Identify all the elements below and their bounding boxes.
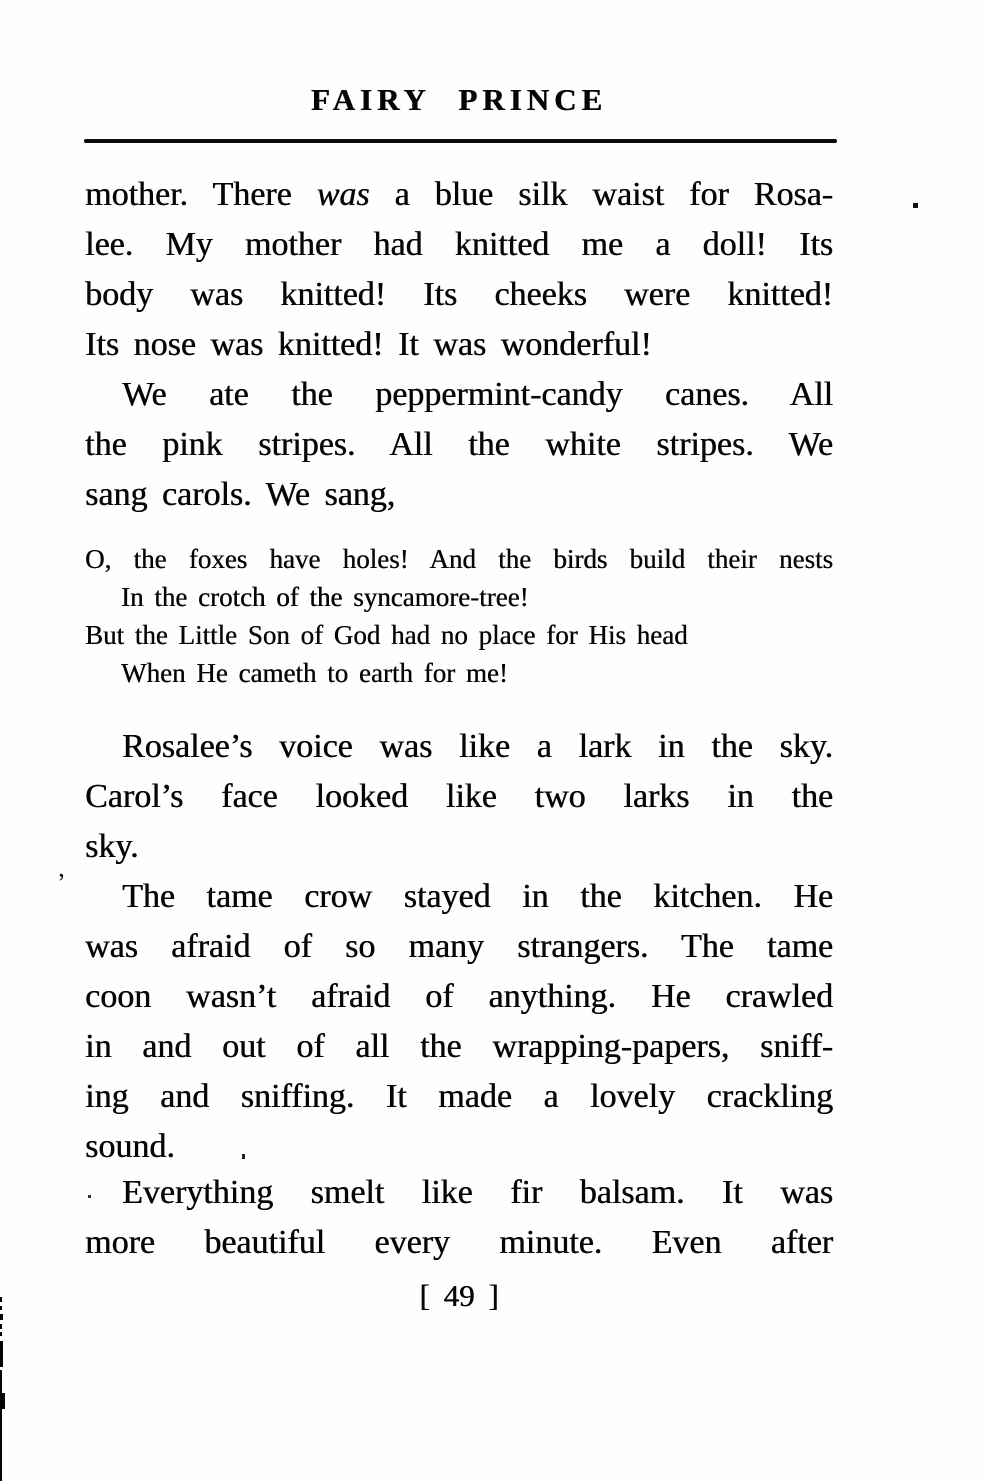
scan-edge-mark bbox=[0, 1314, 3, 1320]
verse-line: But the Little Son of God had no place for His head bbox=[85, 620, 688, 650]
paragraph bbox=[85, 872, 833, 1172]
scan-edge-mark bbox=[0, 1332, 2, 1336]
verse-line: When He cameth to earth for me! bbox=[121, 658, 508, 688]
text-line: in and out of all the wrapping-papers, sniff- bbox=[85, 1028, 833, 1065]
text-line: Carol’s face looked like two larks in the bbox=[85, 778, 833, 815]
verse-line: In the crotch of the syncamore-tree! bbox=[121, 582, 529, 612]
page-number: [ 49 ] bbox=[419, 1278, 499, 1313]
text-line: the pink stripes. All the white stripes. We bbox=[85, 426, 833, 463]
verse-quotation bbox=[85, 540, 833, 692]
text-line: more beautiful every minute. Even after bbox=[85, 1224, 833, 1261]
text-line: sky. bbox=[85, 828, 139, 865]
text-line: Everything smelt like fir balsam. It was bbox=[122, 1174, 833, 1211]
ink-speck bbox=[913, 203, 918, 208]
text-line: The tame crow stayed in the kitchen. He bbox=[122, 878, 833, 915]
header-rule bbox=[84, 139, 837, 143]
text-segment: a blue silk waist for Rosa- bbox=[369, 176, 833, 213]
scan-edge-mark bbox=[0, 1297, 2, 1302]
running-head-title: FAIRY PRINCE bbox=[310, 82, 608, 117]
text-line: ing and sniffing. It made a lovely crackling bbox=[85, 1078, 833, 1115]
ink-speck bbox=[88, 1195, 91, 1198]
scan-edge-mark bbox=[0, 1370, 2, 1481]
ink-speck bbox=[242, 1154, 245, 1159]
paragraph bbox=[85, 170, 833, 370]
paragraph bbox=[85, 370, 833, 520]
scan-edge-mark bbox=[0, 1341, 3, 1367]
paragraph bbox=[85, 722, 833, 872]
text-line: coon wasn’t afraid of anything. He crawled bbox=[85, 978, 833, 1015]
verse-line: O, the foxes have holes! And the birds build their nests bbox=[85, 544, 833, 574]
italic-word: was bbox=[316, 176, 370, 213]
text-line: was afraid of so many strangers. The tame bbox=[85, 928, 833, 965]
paragraph bbox=[85, 1168, 833, 1268]
stray-apostrophe-mark: ’ bbox=[55, 867, 69, 898]
text-line: We ate the peppermint-candy canes. All bbox=[122, 376, 833, 413]
text-line bbox=[85, 170, 833, 220]
text-line: lee. My mother had knitted me a doll! Its bbox=[85, 226, 833, 263]
scan-edge-mark bbox=[0, 1393, 5, 1409]
scan-edge-mark bbox=[0, 1306, 2, 1310]
text-line: body was knitted! Its cheeks were knitted! bbox=[85, 276, 833, 313]
text-line: Its nose was knitted! It was wonderful! bbox=[85, 326, 652, 363]
scan-edge-mark bbox=[0, 1324, 2, 1329]
text-line: sang carols. We sang, bbox=[85, 476, 396, 513]
text-line: sound. bbox=[85, 1128, 175, 1165]
text-line: Rosalee’s voice was like a lark in the sky. bbox=[122, 728, 833, 765]
text-segment: mother. There bbox=[85, 176, 317, 213]
